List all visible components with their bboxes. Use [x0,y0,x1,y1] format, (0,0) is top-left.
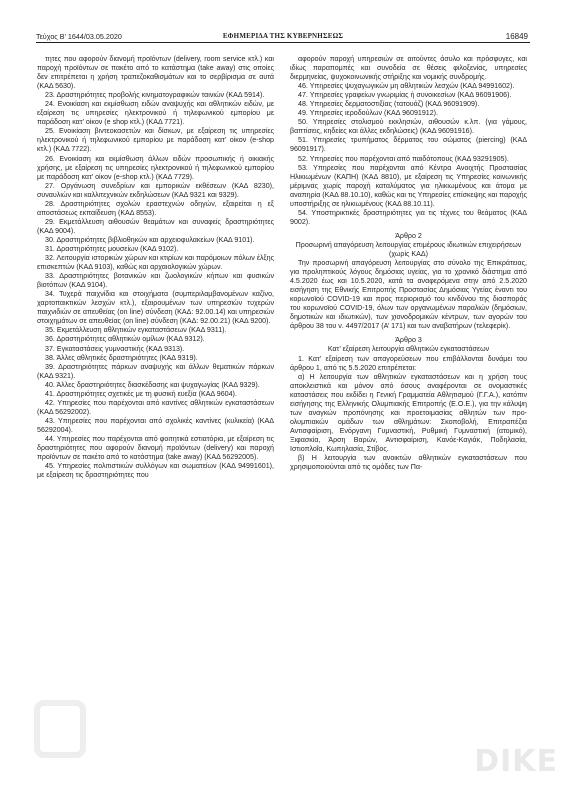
paragraph: 48. Υπηρεσίες δερματοστιξίας (τατουάζ) (ΚΑΔ 96091909). [298,100,480,109]
paragraph: 33. Δραστηριότητες βοτανικών και ζωολογικών κήπων και φυσικών βιοτόπων (ΚΑΔ 9104). [37,272,274,290]
paragraph: 50. Υπηρεσίες στολισμού εκκλησιών, αιθουσών κ.λπ. (για γάμους, βαπτίσεις, κηδείες και άλλες εκδηλώσεις) (ΚΑΔ 96091916). [290,118,527,136]
issue-number: Τεύχος Β’ 1644/03.05.2020 [36,32,122,41]
paragraph: 36. Δραστηριότητες αθλητικών ομίλων (ΚΑΔ 9312). [45,335,205,344]
paragraph: 25. Ενοικίαση βιντεοκασετών και δίσκων, με εξαίρεση τις υπηρεσίες ηλεκτρονικού ή τηλεφωνικού εμπορίου με παράδοση κατ’ οίκον (e-shop κτλ.) (ΚΑΔ 7722). [37,127,274,154]
paragraph: 26. Ενοικίαση και εκμίσθωση άλλων ειδών προσωπικής ή οικιακής χρήσης, με εξαίρεση τις υπηρεσίες ηλεκτρονικού ή τηλεφωνικού εμπορίου με παράδοση κατ’ οίκον (e-shop κτλ.) (ΚΑΔ 7729). [37,154,274,181]
paragraph: 24. Ενοικίαση και εκμίσθωση ειδών αναψυχής και αθλητικών ειδών, με εξαίρεση τις υπηρεσίες ηλεκτρονικού ή τηλεφωνικού εμπορίου με παράδοση κατ’ οίκον (e shop κτλ.) (ΚΑΔ 7721). [37,100,274,127]
paragraph: 1. Κατ’ εξαίρεση των απαγορεύσεων που επιβάλλονται δυνάμει του άρθρου 1, από τις 5.5.2020 επιτρέπεται: [290,354,527,372]
right-column-items [290,55,527,227]
paragraph: 31. Δραστηριότητες μουσείων (ΚΑΔ 9102). [45,244,179,253]
paragraph: 23. Δραστηριότητες προβολής κινηματογραφικών ταινιών (ΚΑΔ 5914). [45,91,265,100]
paragraph: 38. Άλλες αθλητικές δραστηριότητες (ΚΑΔ 9319). [45,353,198,362]
paragraph: 47. Υπηρεσίες γραφείων γνωριμίας ή συνοικεσίων (ΚΑΔ 96091906). [298,91,512,100]
paragraph: αφορούν παροχή υπηρεσιών σε αιτούντες άσυλο και πρόσφυγες, και ιδίως παραπομπές και συνοδεία σε θέσεις φιλοξενίας, υπηρεσίες διερμηνείας, ψυχοκοινωνικής στήριξης και νομικής συνδρομής. [290,55,527,82]
left-column [37,55,274,480]
paragraph: 27. Οργάνωση συνεδρίων και εμπορικών εκθέσεων (ΚΑΔ 8230), συναυλιών και καλλιτεχνικών εκδηλώσεων (ΚΑΔ 9321 και 9329). [37,181,274,199]
header-rule [36,42,530,43]
paragraph: 52. Υπηρεσίες που παρέχονται από παιδότοπους (ΚΑΔ 93291905). [298,154,509,163]
paragraph: 35. Εκμετάλλευση αθλητικών εγκαταστάσεων (ΚΑΔ 9311). [45,326,227,335]
paragraph: 41. Δραστηριότητες σχετικές με τη φυσική ευεξία (ΚΑΔ 9604). [45,389,237,398]
page-number: 16849 [505,32,528,41]
paragraph: 53. Υπηρεσίες που παρέχονται από Κέντρα Ανοιχτής Προστασίας Ηλικιωμένων (ΚΑΠΗ) (ΚΑΔ 8810), με εξαίρεση τις Υπηρεσίες κοινωνικής μέριμνας χωρίς παροχή καταλύματος για ηλικιωμένους και άτομα με αναπηρία (ΚΑΔ 88.10.10), καθώς και τις Υπηρεσίες επίσκεψης και παροχής υποστήριξης σε ηλικιωμένους (ΚΑΔ 88.10.11). [290,163,527,208]
gazette-title: ΕΦΗΜΕΡΙΔΑ ΤΗΣ ΚΥΒΕΡΝΗΣΕΩΣ [222,32,344,40]
paragraph: 42. Υπηρεσίες που παρέχονται από καντίνες αθλητικών εγκαταστάσεων (ΚΑΔ 56292002). [37,398,274,416]
paragraph: α) Η λειτουργία των αθλητικών εγκαταστάσεων και η χρήση τους αποκλειστικά και μόνον από όσους αναφέρονται σε ονομαστικές καταστάσεις που εκδίδει η Γενική Γραμματεία Αθλητισμού (Γ.Γ.Α.), κατόπιν εισήγησης της Ελληνικής Ολυμπιακής Επιτροπής (Ε.Ο.Ε.), για την κάλυψη των αναγκών προπόνησης και προετοιμασίας αθλητών των προ-ολυμπιακών ομάδων των αθλημάτων: Σκοποβολή, Επιτραπέζια Αντισφαίριση, Ενόργανη Γυμναστική, Ρυθμική Γυμναστική (ατομικό), Ξιφασκία, Άρση Βαρών, Αντισφαίριση, Κανόε-Καγιάκ, Ποδηλασία, Ιστιοπλοΐα, Κωπηλασία, Στίβος. [290,372,527,453]
paragraph: 32. Λειτουργία ιστορικών χώρων και κτιρίων και παρόμοιων πόλων έλξης επισκεπτών (ΚΑΔ 9103), καθώς και αρχαιολογικών χώρων. [37,254,274,272]
paragraph: 29. Εκμετάλλευση αιθουσών θεαμάτων και συναφείς δραστηριότητες (ΚΑΔ 9004). [37,217,274,235]
paragraph: 49. Υπηρεσίες ιεροδούλων (ΚΑΔ 96091912). [298,109,439,118]
paragraph: 30. Δραστηριότητες βιβλιοθηκών και αρχειοφυλακείων (ΚΑΔ 9101). [45,235,255,244]
paragraph: 37. Εγκαταστάσεις γυμναστικής (ΚΑΔ 9313). [45,344,185,353]
paragraph: 34. Τυχερά παιχνίδια και στοιχήματα (συμπεριλαμβανομένων καζίνο, χαρτοπαικτικών λεσχών κτλ.), εξαιρουμένων των υπηρεσιών τυχερών παιχνιδιών σε απευθείας (on line) σύνδεση (ΚΑΔ: 92.00.14) και υπηρεσιών στοιχημάτων σε απευθείας (on line) σύνδεση (ΚΑΔ: 92.00.21) (ΚΑΔ 9200). [37,290,274,326]
paragraph: τητες που αφορούν διανομή προϊόντων (delivery, room service κτλ.) και παροχή προϊόντων σε πακέτο από το κατάστημα (take away) στις οποίες δεν επιτρέπεται η χρήση τραπεζοκαθισμάτων και το σερβίρισμα σε αυτά (ΚΑΔ 5630). [37,55,274,91]
paragraph: 54. Υποστηρικτικές δραστηριότητες για τις τέχνες του θεάματος (ΚΑΔ 9002). [290,208,527,226]
article-2-heading: Άρθρο 2 [395,231,422,240]
article-3-paragraphs [290,355,527,473]
article-2-body: Την προσωρινή απαγόρευση λειτουργίας στο σύνολο της Επικράτειας, για προληπτικούς λόγους δημόσιας υγείας, για το χρονικό διάστημα από 4.5.2020 έως και 10.5.2020, κατά τα αναφερόμενα στην από 2.5.2020 εισήγηση της Εθνικής Επιτροπής Προστασίας Δημόσιας Υγείας έναντι του κορωνοϊού COVID-19 και προς περιορισμό του κινδύνου της διασποράς του κορωνοϊού COVID-19, όλων των οργανωμένων παραλιών (δημόσιων, δημοτικών και ιδιωτικών), των χιονοδρομικών κέντρων, των αγορών του άρθρου 38 του ν. 4497/2017 (Α’ 171) και των αναβατήρων (τελεφερίκ). [290,259,527,331]
paragraph: 51. Υπηρεσίες τρυπήματος δέρματος του σώματος (piercing) (ΚΑΔ 96091917). [290,136,527,154]
paragraph: β) Η λειτουργία των ανοικτών αθλητικών εγκαταστάσεων που χρησιμοποιούνται από τις ομάδες των Πα- [290,454,527,472]
paragraph: 28. Δραστηριότητες σχολών εραστεχνών οδηγών, εξαιρείται η εξ αποστάσεως εκπαίδευση (ΚΑΔ 8553). [37,199,274,217]
paragraph: 43. Υπηρεσίες που παρέχονται από σχολικές καντίνες (κυλικεία) (ΚΑΔ 56292004). [37,416,274,434]
watermark-logo [34,700,86,758]
article-3-heading: Άρθρο 3 [395,336,422,345]
paragraph: 44. Υπηρεσίες που παρέχονται από φοιτητικά εστιατόρια, με εξαίρεση τις δραστηριότητες που αφορούν διανομή προϊόντων (delivery) και παροχή προϊόντων σε πακέτο από το κατάστημα (take away) (ΚΑΔ 56292005). [37,434,274,462]
watermark-text: DIKE [474,744,558,779]
paragraph: 40. Άλλες δραστηριότητες διασκέδασης και ψυχαγωγίας (ΚΑΔ 9329). [45,380,260,389]
paragraph: 46. Υπηρεσίες ψυχαγωγικών μη αθλητικών λεσχών (ΚΑΔ 94991602). [298,82,515,91]
paragraph: 39. Δραστηριότητες πάρκων αναψυχής και άλλων θεματικών πάρκων (ΚΑΔ 9321). [37,362,274,380]
paragraph: 45. Υπηρεσίες πολιτιστικών συλλόγων και σωματείων (ΚΑΔ 94991601), με εξαίρεση τις δραστηριότητες που [37,462,274,480]
article-2-title: Προσωρινή απαγόρευση λειτουργίας επιμέρους ιδιωτικών επιχειρήσεων (χωρίς ΚΑΔ) [295,240,522,258]
article-3-title: Κατ’ εξαίρεση λειτουργία αθλητικών εγκαταστάσεων [327,345,490,354]
right-column [290,55,527,472]
